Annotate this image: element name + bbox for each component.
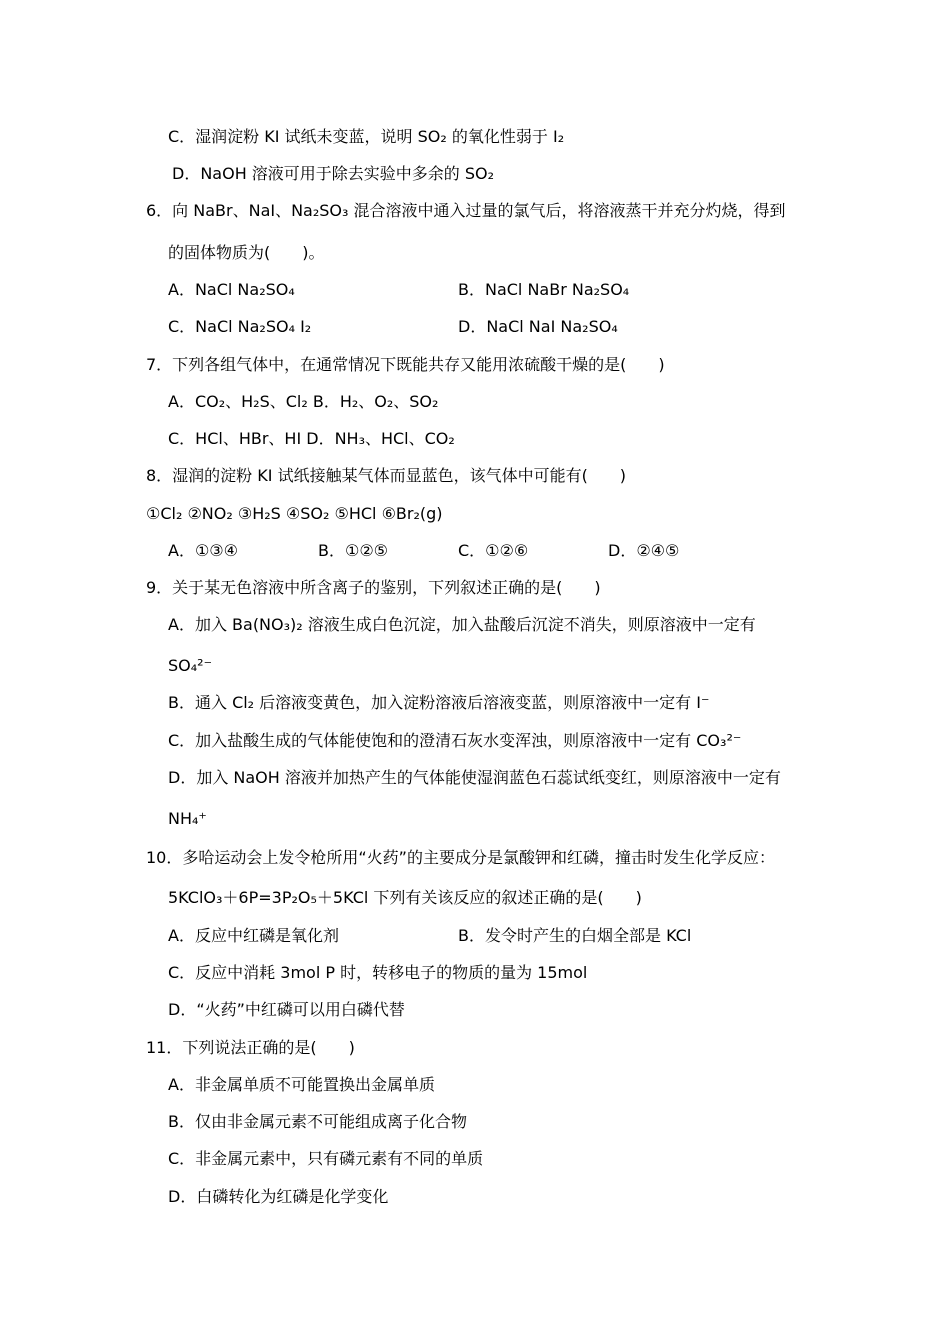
- q5-option-d: D．NaOH 溶液可用于除去实验中多余的 SO₂: [172, 164, 495, 183]
- q10-option-b: B．发令时产生的白烟全部是 KCl: [458, 926, 692, 945]
- q7-options-ab: A．CO₂、H₂S、Cl₂ B．H₂、O₂、SO₂: [168, 392, 439, 411]
- q9-option-b: B．通入 Cl₂ 后溶液变黄色，加入淀粉溶液后溶液变蓝，则原溶液中一定有 I⁻: [168, 693, 710, 712]
- q5-option-c: C．湿润淀粉 KI 试纸未变蓝，说明 SO₂ 的氧化性弱于 I₂: [168, 127, 565, 146]
- q9-stem: 9．关于某无色溶液中所含离子的鉴别，下列叙述正确的是( ): [146, 578, 601, 597]
- q6-stem: 6．向 NaBr、NaI、Na₂SO₃ 混合溶液中通入过量的氯气后，将溶液蒸干并充分灼烧，得到: [146, 201, 786, 220]
- q8-option-a: A．①③④: [168, 541, 238, 560]
- q8-stem: 8．湿润的淀粉 KI 试纸接触某气体而显蓝色，该气体中可能有( ): [146, 466, 627, 485]
- q7-stem: 7．下列各组气体中，在通常情况下既能共存又能用浓硫酸干燥的是( ): [146, 355, 665, 374]
- q10-option-a: A．反应中红磷是氧化剂: [168, 926, 339, 945]
- q9-option-a: A．加入 Ba(NO₃)₂ 溶液生成白色沉淀，加入盐酸后沉淀不消失，则原溶液中一定有: [168, 615, 756, 634]
- q9-option-c: C．加入盐酸生成的气体能使饱和的澄清石灰水变浑浊，则原溶液中一定有 CO₃²⁻: [168, 731, 742, 750]
- q9-option-d-cont: NH₄⁺: [168, 809, 207, 828]
- q8-choices: ①Cl₂ ②NO₂ ③H₂S ④SO₂ ⑤HCl ⑥Br₂(g): [146, 504, 443, 523]
- q10-stem: 10．多哈运动会上发令枪所用“火药”的主要成分是氯酸钾和红磷，撞击时发生化学反应：: [146, 848, 775, 867]
- q10-option-d: D．“火药”中红磷可以用白磷代替: [168, 1000, 405, 1019]
- q10-option-c: C．反应中消耗 3mol P 时，转移电子的物质的量为 15mol: [168, 963, 588, 982]
- q10-equation: 5KClO₃＋6P=3P₂O₅＋5KCl 下列有关该反应的叙述正确的是( ): [168, 888, 642, 907]
- q6-option-a: A．NaCl Na₂SO₄: [168, 280, 295, 299]
- q11-stem: 11．下列说法正确的是( ): [146, 1038, 355, 1057]
- q6-option-c: C．NaCl Na₂SO₄ I₂: [168, 317, 312, 336]
- q6-option-b: B．NaCl NaBr Na₂SO₄: [458, 280, 630, 299]
- q8-option-c: C．①②⑥: [458, 541, 529, 560]
- q9-option-a-cont: SO₄²⁻: [168, 656, 213, 675]
- q8-option-b: B．①②⑤: [318, 541, 389, 560]
- q11-option-b: B．仅由非金属元素不可能组成离子化合物: [168, 1112, 467, 1131]
- q6-option-d: D．NaCl NaI Na₂SO₄: [458, 317, 618, 336]
- q8-option-d: D．②④⑤: [608, 541, 680, 560]
- q11-option-a: A．非金属单质不可能置换出金属单质: [168, 1075, 435, 1094]
- q9-option-d: D．加入 NaOH 溶液并加热产生的气体能使湿润蓝色石蕊试纸变红，则原溶液中一定有: [168, 768, 781, 787]
- q7-options-cd: C．HCl、HBr、HI D．NH₃、HCl、CO₂: [168, 429, 455, 448]
- q6-stem-cont: 的固体物质为( )。: [168, 243, 325, 262]
- q11-option-c: C．非金属元素中，只有磷元素有不同的单质: [168, 1149, 484, 1168]
- q11-option-d: D．白磷转化为红磷是化学变化: [168, 1187, 389, 1206]
